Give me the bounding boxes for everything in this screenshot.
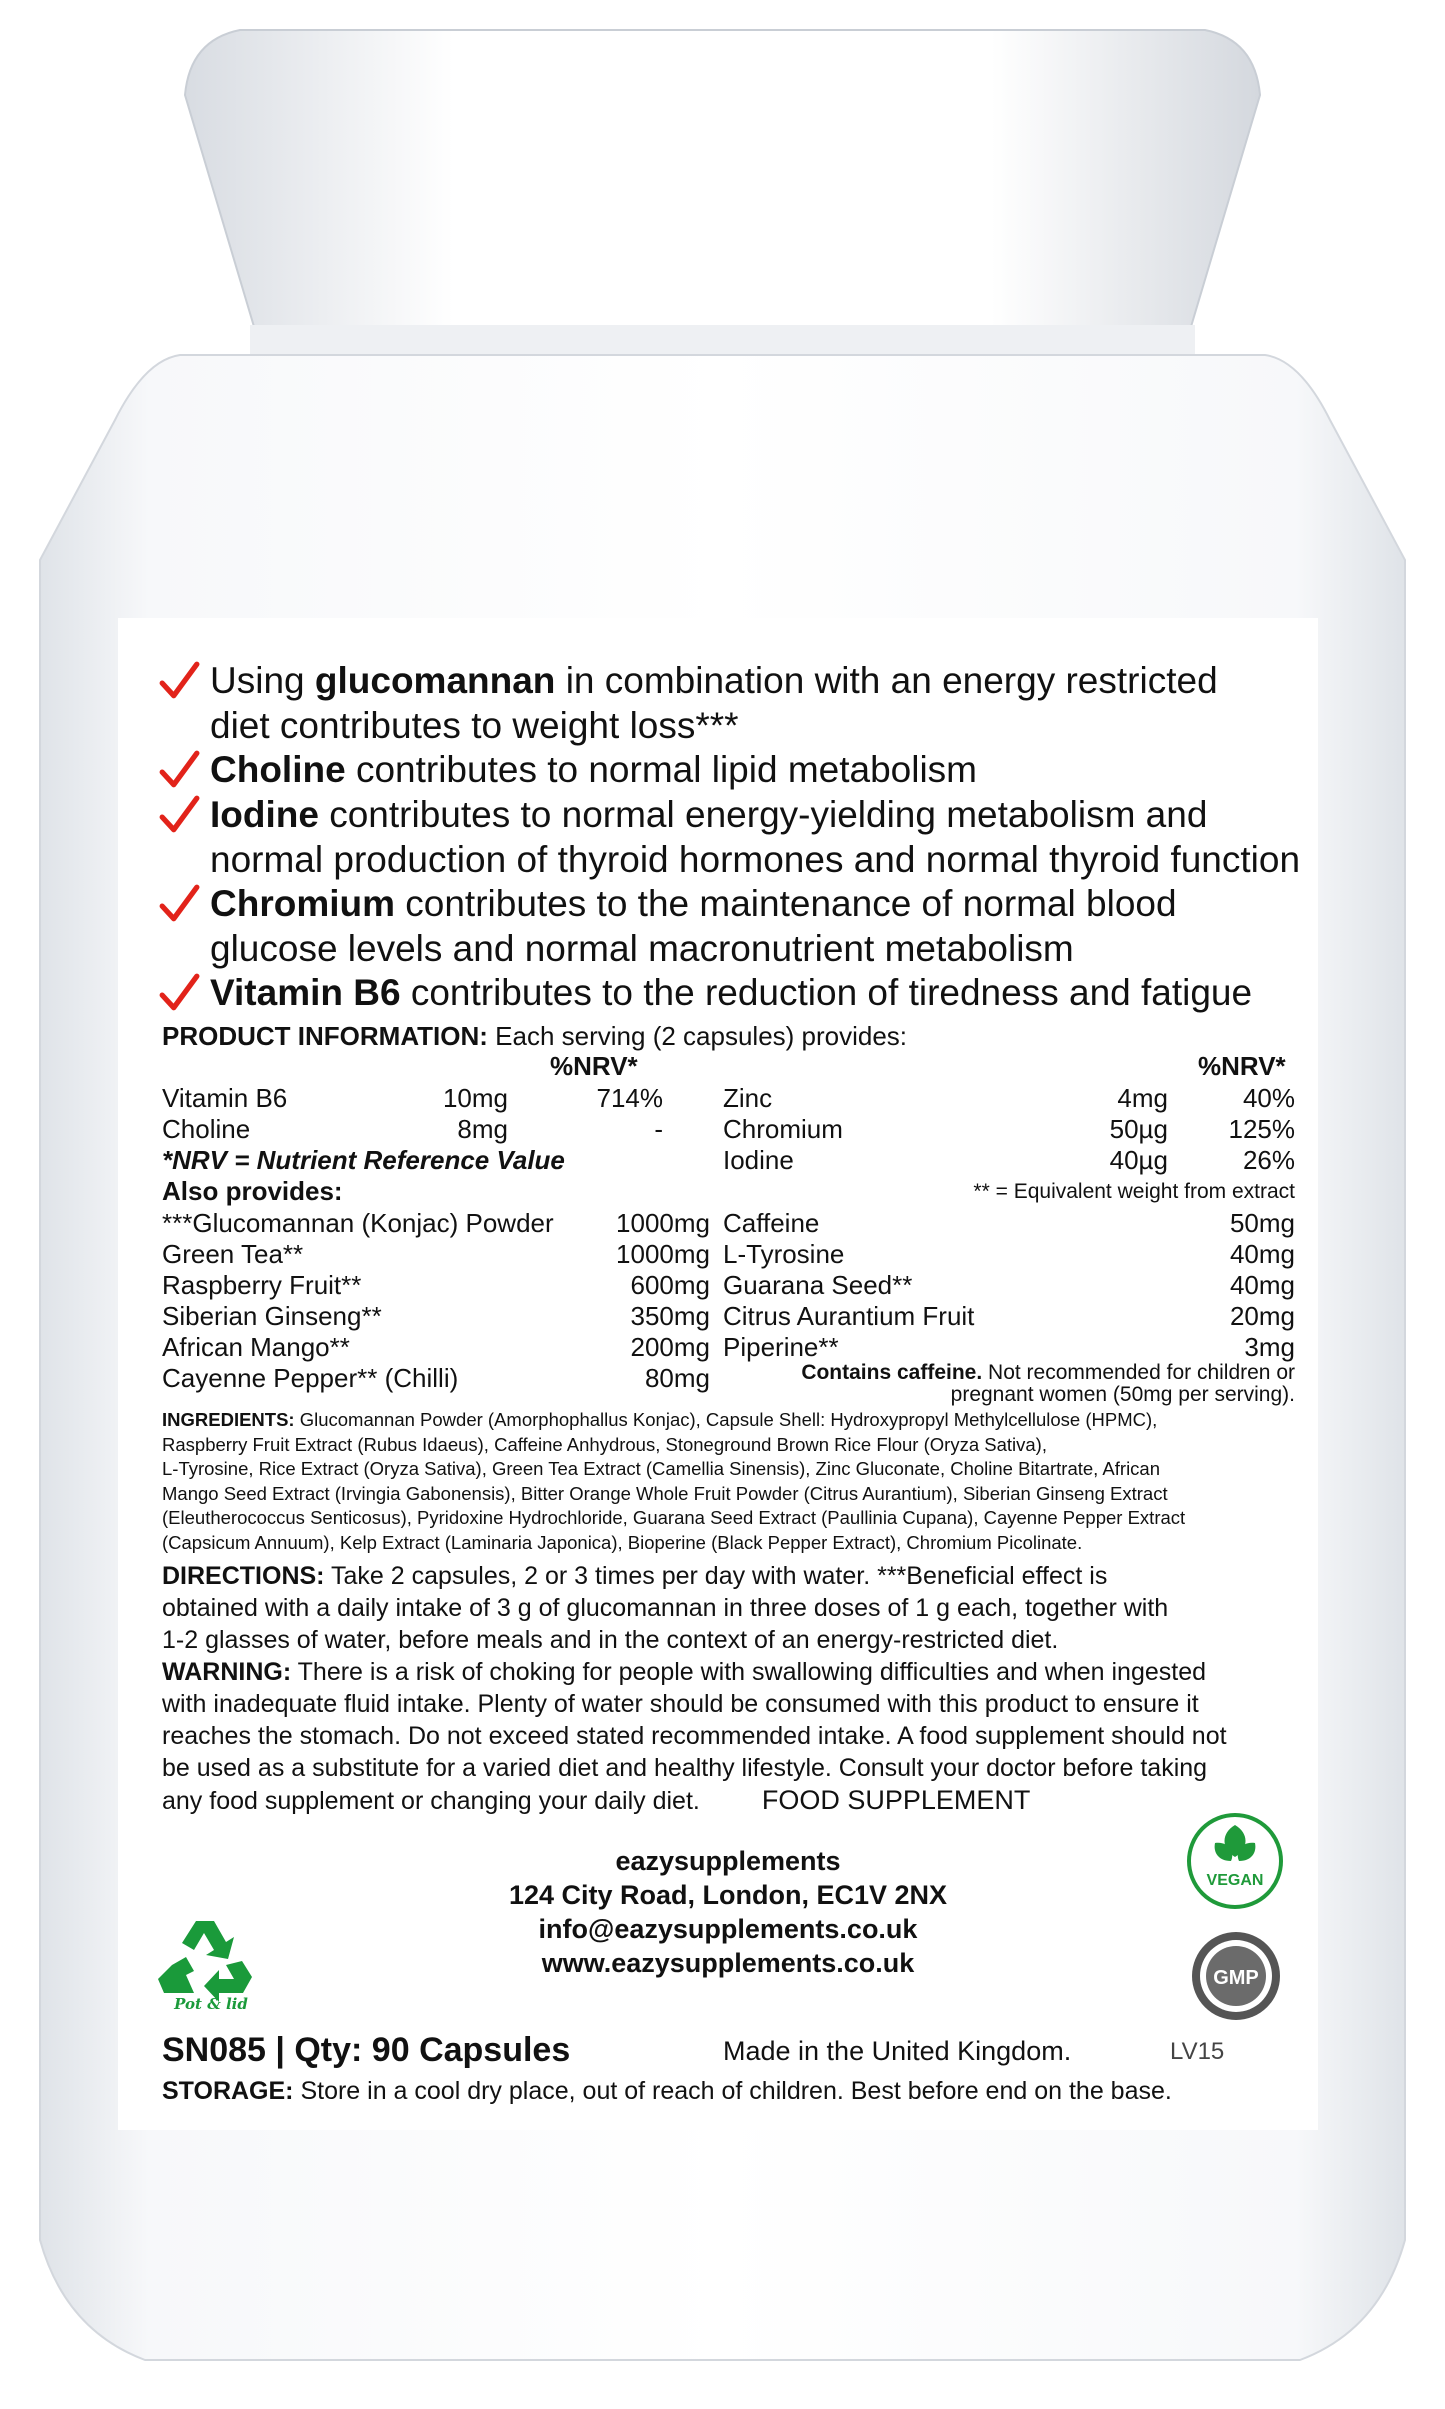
caffeine-warning: Contains caffeine. Not recommended for children or pregnant women (50mg per serving). <box>801 1361 1295 1406</box>
extra-name: L-Tyrosine <box>723 1239 845 1269</box>
nrv-note: *NRV = Nutrient Reference Value <box>162 1145 565 1175</box>
nutrient-nrv: 714% <box>596 1083 663 1113</box>
ingredients-block: INGREDIENTS: Glucomannan Powder (Amorphophallus Konjac), Capsule Shell: Hydroxypropyl Methylcellulose (HPMC), Raspberry Fruit Extract (Rubus Idaeus), Caffeine Anhydrous, Stoneground Brown Rice Flour (Oryza Sativa), L-Tyrosine, Rice Extract (Oryza Sativa), Green Tea Extract (Camellia Sinensis), Zinc Gluconate, Choline Bitartrate, African Mango Seed Extract (Irvingia Gabonensis), Bitter Orange Whole Fruit Powder (Citrus Aurantium), Siberian Ginseng Extract (Eleutherococcus Senticosus), Pyridoxine Hydrochloride, Guarana Seed Extract (Paullinia Cupana), Cayenne Pepper Extract (Capsicum Annuum), Kelp Extract (Laminaria Japonica), Bioperine (Black Pepper Extract), Chromium Picolinate. <box>162 1409 1186 1553</box>
company-website[interactable]: www.eazysupplements.co.uk <box>541 1948 915 1978</box>
product-label: Using glucomannan in combination with an energy restricted diet contributes to weight loss*** Choline contributes to normal lipid metabolism Iodine contributes to normal energy-yielding metabolism and normal production of thyroid hormones and normal thyroid function Chromium contributes to the maintenance of normal blood glucose levels and normal macronutrient metabolism Vitamin B6 contributes to the reduction of tiredness and fatigue PRODUCT INFORMATION: Each serving (2 capsules) provides: %NRV* %NRV* Vitamin B6 10mg 714% Choline 8mg - *NRV = Nutrient Reference Value Also provides: Zinc 4mg 40% Chromium 50µg 125% Iodine 40µg 26% ** = Equivalent weight from extract ***Glucomannan (Konjac) Powder 1000mg Green Tea** 1000mg Raspberry Fruit** 600mg Siberian Ginseng** 350mg African Mango** 200mg Cayenne Pepper** (Chilli) 80mg Caffeine 50mg L-Tyrosine 40mg Guarana Seed** 40mg Citrus Aurantium Fruit 20mg Piperine** 3mg Contains caffeine. Not recommended for children or pregnant women (50mg per serving). INGREDIENTS: Glucomannan Powder (Amorphophallus Konjac), Capsule Shell: Hydroxypropyl Methylcellulose (HPMC), Raspberry Fruit Extract (Rubus Idaeus), Caffeine Anhydrous, Stoneground Brown Rice Flour (Oryza Sativa), L-Tyrosine, Rice Extract (Oryza Sativa), Green Tea Extract (Camellia Sinensis), Zinc Gluconate, Choline Bitartrate, African Mango Seed Extract (Irvingia Gabonensis), Bitter Orange Whole Fruit Powder (Citrus Aurantium), Siberian Ginseng Extract (Eleutherococcus Senticosus), Pyridoxine Hydrochloride, Guarana Seed Extract (Paullinia Cupana), Cayenne Pepper Extract (Capsicum Annuum), Kelp Extract (Laminaria Japonica), Bioperine (Black Pepper Extract), Chromium Picolinate. DIRECTIONS: Take 2 capsules, 2 or 3 times per day with water. ***Beneficial effect is obtained with a daily intake of 3 g of glucomannan in three doses of 1 g each, together with 1-2 glasses of water, before meals and in the context of an energy-restricted diet. WARNING: There is a risk of choking for people with swallowing difficulties and when ingested with inadequate fluid intake. Plenty of water should be consumed with this product to ensure it reaches the stomach. Do not exceed stated recommended intake. A food supplement should not be used as a substitute for a varied diet and healthy lifestyle. Consult your doctor before taking any food supplement or changing your daily diet. FOOD SUPPLEMENT eazysupplements 124 City Road, London, EC1V 2NX info@eazysupplements.co.uk www.eazysupplements.co.uk Pot & lid VEGAN GMP SN085 | Qty: 90 Capsules Made in the United Kingdom. LV15 STORAGE: Store in a cool dry place, out of reach of children. Best before end on the base. <box>118 618 1318 2130</box>
checkmark-icon <box>158 794 200 836</box>
svg-text:VEGAN: VEGAN <box>1206 1872 1264 1889</box>
recycle-icon <box>156 1915 266 2011</box>
extra-amount: 20mg <box>1229 1301 1295 1331</box>
company-email[interactable]: info@eazysupplements.co.uk <box>538 1914 918 1944</box>
company-name: eazysupplements <box>615 1846 841 1876</box>
nutrient-name: Iodine <box>723 1145 794 1175</box>
svg-text:GMP: GMP <box>1213 1967 1259 1989</box>
extra-name: Siberian Ginseng** <box>162 1301 382 1331</box>
gmp-badge <box>1188 1928 1284 2024</box>
warning-block: WARNING: There is a risk of choking for people with swallowing difficulties and when ingested with inadequate fluid intake. Plenty of water should be consumed with this product to ensure it reaches the stomach. Do not exceed stated recommended intake. A food supplement should not be used as a substitute for a varied diet and healthy lifestyle. Consult your doctor before taking any food supplement or changing your daily diet. FOOD SUPPLEMENT <box>162 1658 1227 1815</box>
nrv-header-right: %NRV* <box>1198 1051 1286 1081</box>
extra-name: Caffeine <box>723 1208 820 1238</box>
checkmark-icon <box>158 972 200 1014</box>
extra-amount: 80mg <box>644 1363 710 1393</box>
extra-name: Guarana Seed** <box>723 1270 913 1300</box>
extra-name: Piperine** <box>723 1332 839 1362</box>
extra-amount: 50mg <box>1229 1208 1295 1238</box>
extra-amount: 40mg <box>1229 1270 1295 1300</box>
extra-amount: 1000mg <box>616 1239 710 1269</box>
nrv-header-left: %NRV* <box>550 1051 638 1081</box>
sku-quantity: SN085 | Qty: 90 Capsules <box>162 2031 571 2069</box>
storage-line: STORAGE: Store in a cool dry place, out of reach of children. Best before end on the base. <box>162 2077 1172 2105</box>
recycle-caption: Pot & lid <box>174 1995 248 2011</box>
nutrient-nrv: 125% <box>1228 1114 1295 1144</box>
nutrient-name: Choline <box>162 1114 251 1144</box>
extra-name: Green Tea** <box>162 1239 304 1269</box>
also-provides-heading: Also provides: <box>162 1176 343 1206</box>
company-address: 124 City Road, London, EC1V 2NX <box>508 1880 948 1910</box>
nutrient-amount: 10mg <box>442 1083 508 1113</box>
nutrient-amount: 8mg <box>457 1114 508 1144</box>
nutrient-amount: 40µg <box>1109 1145 1168 1175</box>
checkmark-icon <box>158 660 200 702</box>
checkmark-icon <box>158 883 200 925</box>
nutrient-amount: 4mg <box>1117 1083 1168 1113</box>
extra-amount: 3mg <box>1244 1332 1295 1362</box>
directions-block: DIRECTIONS: Take 2 capsules, 2 or 3 times per day with water. ***Beneficial effect is obtained with a daily intake of 3 g of glucomannan in three doses of 1 g each, together with 1-2 glasses of water, before meals and in the context of an energy-restricted diet. <box>162 1562 1169 1654</box>
extra-amount: 1000mg <box>616 1208 710 1238</box>
extra-name: African Mango** <box>162 1332 350 1362</box>
vegan-badge <box>1185 1811 1285 1911</box>
extra-amount: 350mg <box>630 1301 710 1331</box>
nutrient-name: Chromium <box>723 1114 843 1144</box>
nutrient-nrv: 40% <box>1242 1083 1295 1113</box>
version-label: LV15 <box>1170 2038 1225 2065</box>
extra-name: Raspberry Fruit** <box>162 1270 362 1300</box>
food-supplement-label: FOOD SUPPLEMENT <box>761 1785 1031 1815</box>
nutrient-name: Vitamin B6 <box>162 1083 288 1113</box>
product-info-heading: PRODUCT INFORMATION: Each serving (2 capsules) provides: <box>162 1021 908 1051</box>
vegan-leaf-icon <box>1185 1811 1285 1911</box>
made-in-label: Made in the United Kingdom. <box>723 2036 1072 2066</box>
extract-note: ** = Equivalent weight from extract <box>973 1180 1295 1203</box>
checkmark-icon <box>158 749 200 791</box>
nutrient-nrv: - <box>654 1114 663 1144</box>
extra-name: Citrus Aurantium Fruit <box>723 1301 975 1331</box>
nutrient-nrv: 26% <box>1242 1145 1295 1175</box>
extra-name: ***Glucomannan (Konjac) Powder <box>162 1208 554 1238</box>
nutrient-amount: 50µg <box>1109 1114 1168 1144</box>
nutrient-name: Zinc <box>723 1083 773 1113</box>
extra-amount: 200mg <box>630 1332 710 1362</box>
company-block <box>428 1844 1028 1980</box>
extra-amount: 40mg <box>1229 1239 1295 1269</box>
extra-amount: 600mg <box>630 1270 710 1300</box>
gmp-seal-icon <box>1188 1928 1284 2024</box>
extra-name: Cayenne Pepper** (Chilli) <box>162 1363 459 1393</box>
